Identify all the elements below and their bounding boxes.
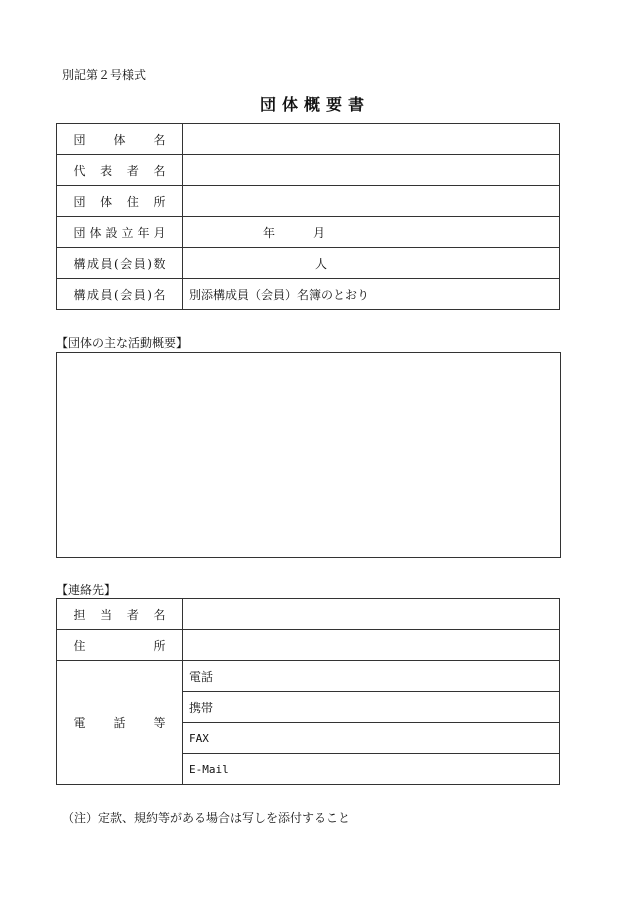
activity-heading: 【団体の主な活動概要】: [56, 336, 189, 350]
org-address-field[interactable]: [183, 186, 560, 217]
phone-field[interactable]: 電話: [183, 661, 560, 692]
org-name-field[interactable]: [183, 124, 560, 155]
form-number-label: 別記第２号様式: [62, 68, 147, 82]
year-unit: 年: [263, 225, 276, 240]
table-row: [57, 599, 560, 630]
contact-address-field[interactable]: [183, 630, 560, 661]
established-field[interactable]: [183, 217, 560, 248]
org-address-label: 団体住所: [73, 194, 166, 209]
table-row: [57, 279, 560, 310]
document-title: 団体概要書: [259, 95, 370, 114]
member-count-label: 構成員(会員)数: [73, 256, 166, 271]
member-count-field[interactable]: [183, 248, 560, 279]
activity-input-box[interactable]: [56, 352, 561, 558]
representative-field[interactable]: [183, 155, 560, 186]
org-name-label: 団体名: [73, 132, 166, 147]
contact-table: [56, 598, 560, 785]
table-row: [57, 155, 560, 186]
fax-field[interactable]: FAX: [183, 723, 560, 754]
table-row: [57, 248, 560, 279]
person-unit: 人: [315, 256, 328, 271]
representative-label: 代表者名: [73, 163, 166, 178]
table-row: [57, 124, 560, 155]
person-in-charge-label: 担当者名: [73, 607, 166, 622]
table-row: [57, 186, 560, 217]
attachment-note: （注）定款、規約等がある場合は写しを添付すること: [62, 811, 351, 825]
table-row: [57, 661, 560, 692]
table-row: [57, 217, 560, 248]
established-label: 団体設立年月: [73, 225, 166, 240]
member-names-label: 構成員(会員)名: [73, 287, 166, 302]
email-field[interactable]: E-Mail: [183, 754, 560, 785]
mobile-field[interactable]: 携帯: [183, 692, 560, 723]
person-in-charge-field[interactable]: [183, 599, 560, 630]
contact-heading: 【連絡先】: [56, 583, 117, 597]
member-names-value: 別添構成員（会員）名簿のとおり: [183, 279, 560, 310]
month-unit: 月: [313, 225, 326, 240]
phone-group-label: 電話等: [73, 716, 166, 730]
table-row: [57, 630, 560, 661]
contact-address-label: 住所: [73, 638, 166, 653]
overview-table: [56, 123, 560, 310]
